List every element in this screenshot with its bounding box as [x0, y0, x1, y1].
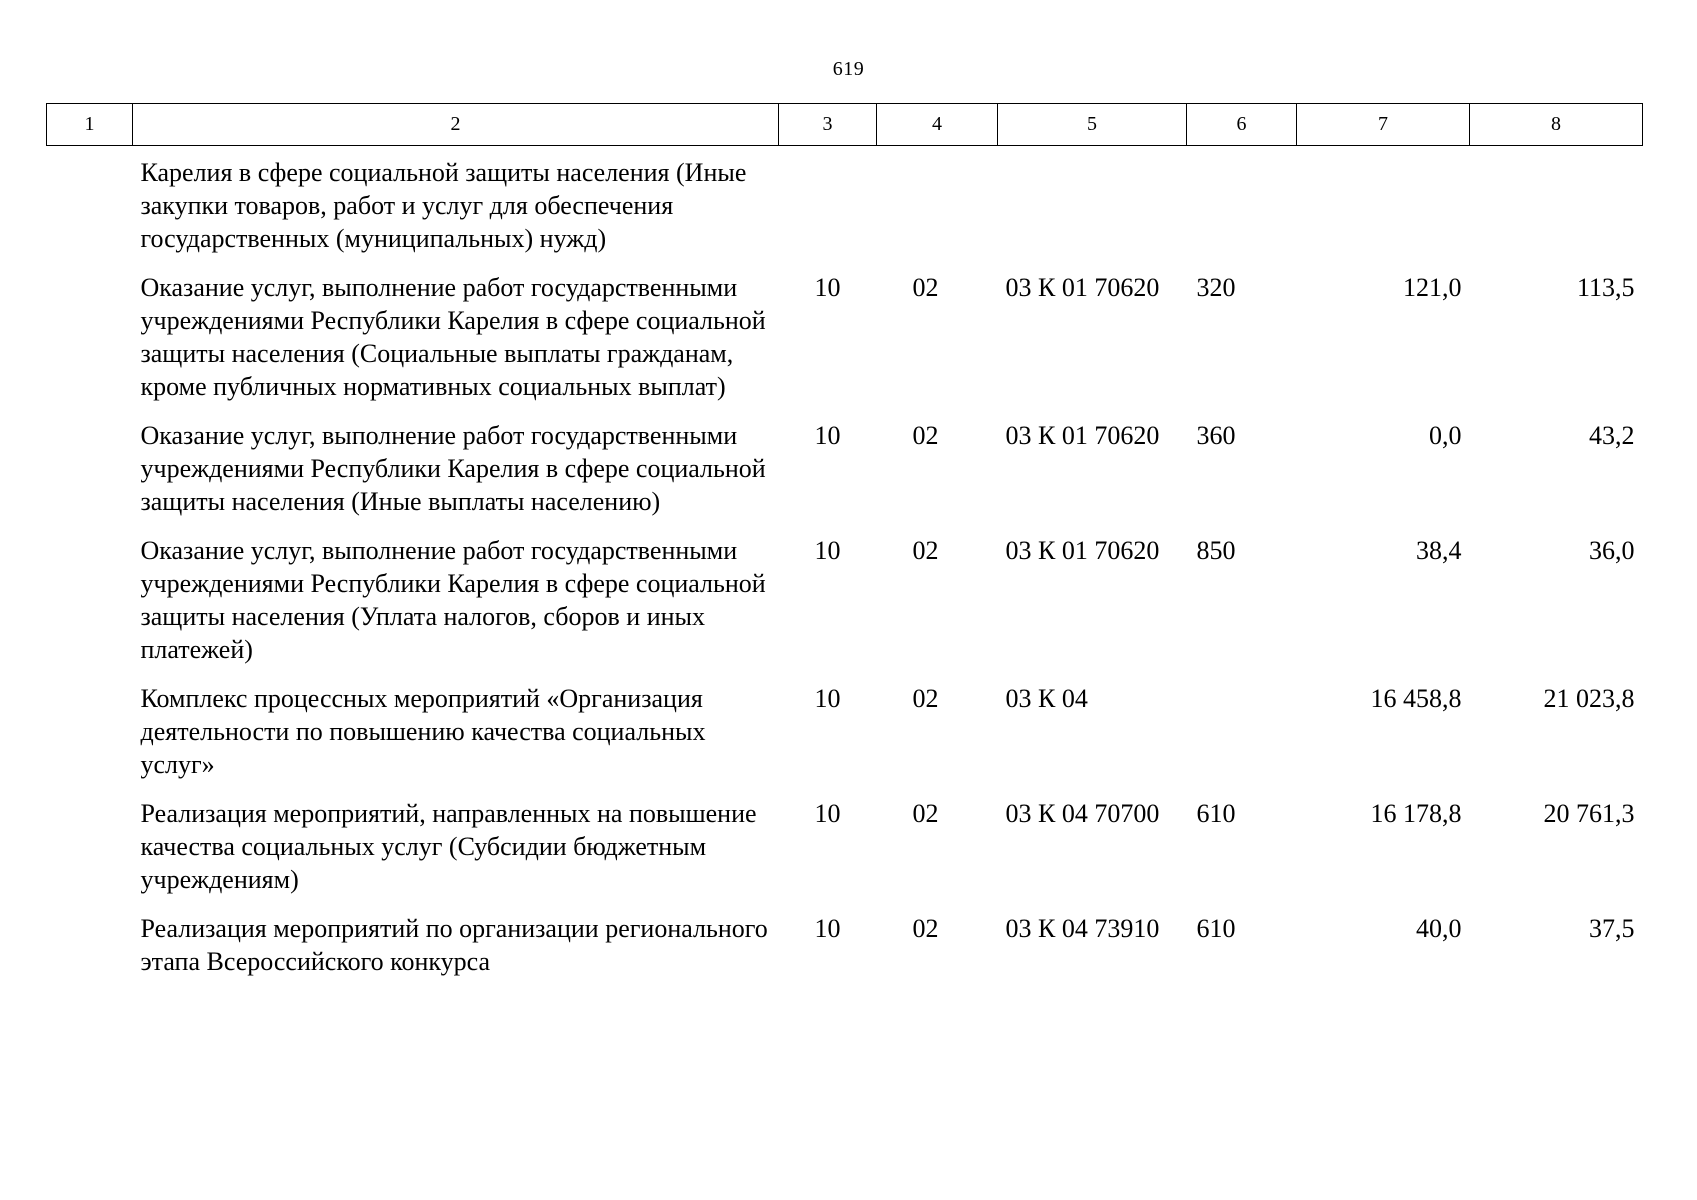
- header-col-3: 3: [779, 104, 877, 146]
- cell-index: [47, 419, 133, 534]
- cell-index: [47, 797, 133, 912]
- table-row: [47, 271, 1643, 419]
- cell-description: Оказание услуг, выполнение работ государственными учреждениями Республики Карелия в сфере социальной защиты населения (Уплата налогов, сборов и иных платежей): [140, 536, 766, 664]
- cell-expense-type: 610: [1196, 914, 1236, 943]
- header-col-5: 5: [998, 104, 1187, 146]
- cell-subsection: 02: [912, 273, 939, 302]
- header-col-1: 1: [47, 104, 133, 146]
- header-col-6: 6: [1187, 104, 1297, 146]
- cell-subsection: 02: [912, 914, 939, 943]
- cell-amount-1: 16 178,8: [1370, 799, 1462, 828]
- cell-subsection: 02: [912, 536, 939, 565]
- cell-expense-type: 610: [1196, 799, 1236, 828]
- cell-expense-type: [1187, 146, 1297, 272]
- budget-table: [46, 103, 1643, 994]
- cell-amount-2: [1470, 146, 1643, 272]
- cell-index: [47, 271, 133, 419]
- cell-target-article: 03 К 01 70620: [1005, 273, 1160, 302]
- table-row: [47, 797, 1643, 912]
- cell-description: Реализация мероприятий, направленных на повышение качества социальных услуг (Субсидии бюджетным учреждениям): [140, 799, 757, 894]
- table-header: [47, 104, 1643, 146]
- cell-expense-type: 850: [1196, 536, 1236, 565]
- cell-section: 10: [814, 536, 841, 565]
- cell-section: 10: [814, 799, 841, 828]
- cell-expense-type: 320: [1196, 273, 1236, 302]
- cell-expense-type: 360: [1196, 421, 1236, 450]
- cell-index: [47, 912, 133, 994]
- cell-amount-2: 113,5: [1576, 273, 1635, 302]
- cell-amount-1: 121,0: [1403, 273, 1462, 302]
- cell-target-article: 03 К 01 70620: [1005, 421, 1160, 450]
- cell-index: [47, 534, 133, 682]
- table-row: [47, 534, 1643, 682]
- cell-section: 10: [814, 914, 841, 943]
- cell-amount-1: 38,4: [1416, 536, 1462, 565]
- cell-amount-2: 21 023,8: [1543, 684, 1635, 713]
- cell-index: [47, 682, 133, 797]
- cell-subsection: 02: [912, 421, 939, 450]
- cell-description: Карелия в сфере социальной защиты населения (Иные закупки товаров, работ и услуг для обеспечения государственных (муниципальных) нужд): [140, 158, 747, 253]
- cell-target-article: [998, 146, 1187, 272]
- cell-amount-2: 37,5: [1589, 914, 1635, 943]
- cell-expense-type: [1187, 682, 1297, 797]
- cell-section: 10: [814, 684, 841, 713]
- cell-target-article: 03 К 01 70620: [1005, 536, 1160, 565]
- cell-target-article: 03 К 04 70700: [1005, 799, 1160, 828]
- cell-subsection: 02: [912, 684, 939, 713]
- cell-amount-1: 16 458,8: [1370, 684, 1462, 713]
- header-col-4: 4: [877, 104, 998, 146]
- cell-description: Реализация мероприятий по организации регионального этапа Всероссийского конкурса: [140, 914, 768, 976]
- table-row: [47, 912, 1643, 994]
- header-col-8: 8: [1470, 104, 1643, 146]
- page-number: 619: [832, 58, 865, 80]
- header-col-2: 2: [133, 104, 779, 146]
- table-row: [47, 682, 1643, 797]
- cell-description: Оказание услуг, выполнение работ государственными учреждениями Республики Карелия в сфере социальной защиты населения (Социальные выплаты гражданам, кроме публичных нормативных социальных выплат): [140, 273, 766, 401]
- table-row: [47, 419, 1643, 534]
- header-row: [47, 104, 1643, 146]
- cell-section: 10: [814, 273, 841, 302]
- table-row: [47, 146, 1643, 272]
- cell-description: Оказание услуг, выполнение работ государственными учреждениями Республики Карелия в сфере социальной защиты населения (Иные выплаты населению): [140, 421, 766, 516]
- cell-target-article: 03 К 04: [1005, 684, 1088, 713]
- cell-section: [779, 146, 877, 272]
- cell-amount-1: [1297, 146, 1470, 272]
- cell-amount-2: 43,2: [1589, 421, 1635, 450]
- cell-subsection: 02: [912, 799, 939, 828]
- cell-amount-2: 36,0: [1589, 536, 1635, 565]
- cell-index: [47, 146, 133, 272]
- table-body: [47, 146, 1643, 995]
- cell-target-article: 03 К 04 73910: [1005, 914, 1160, 943]
- cell-section: 10: [814, 421, 841, 450]
- header-col-7: 7: [1297, 104, 1470, 146]
- cell-amount-2: 20 761,3: [1543, 799, 1635, 828]
- cell-amount-1: 0,0: [1429, 421, 1462, 450]
- cell-subsection: [877, 146, 998, 272]
- cell-amount-1: 40,0: [1416, 914, 1462, 943]
- cell-description: Комплекс процессных мероприятий «Организация деятельности по повышению качества социальных услуг»: [140, 684, 706, 779]
